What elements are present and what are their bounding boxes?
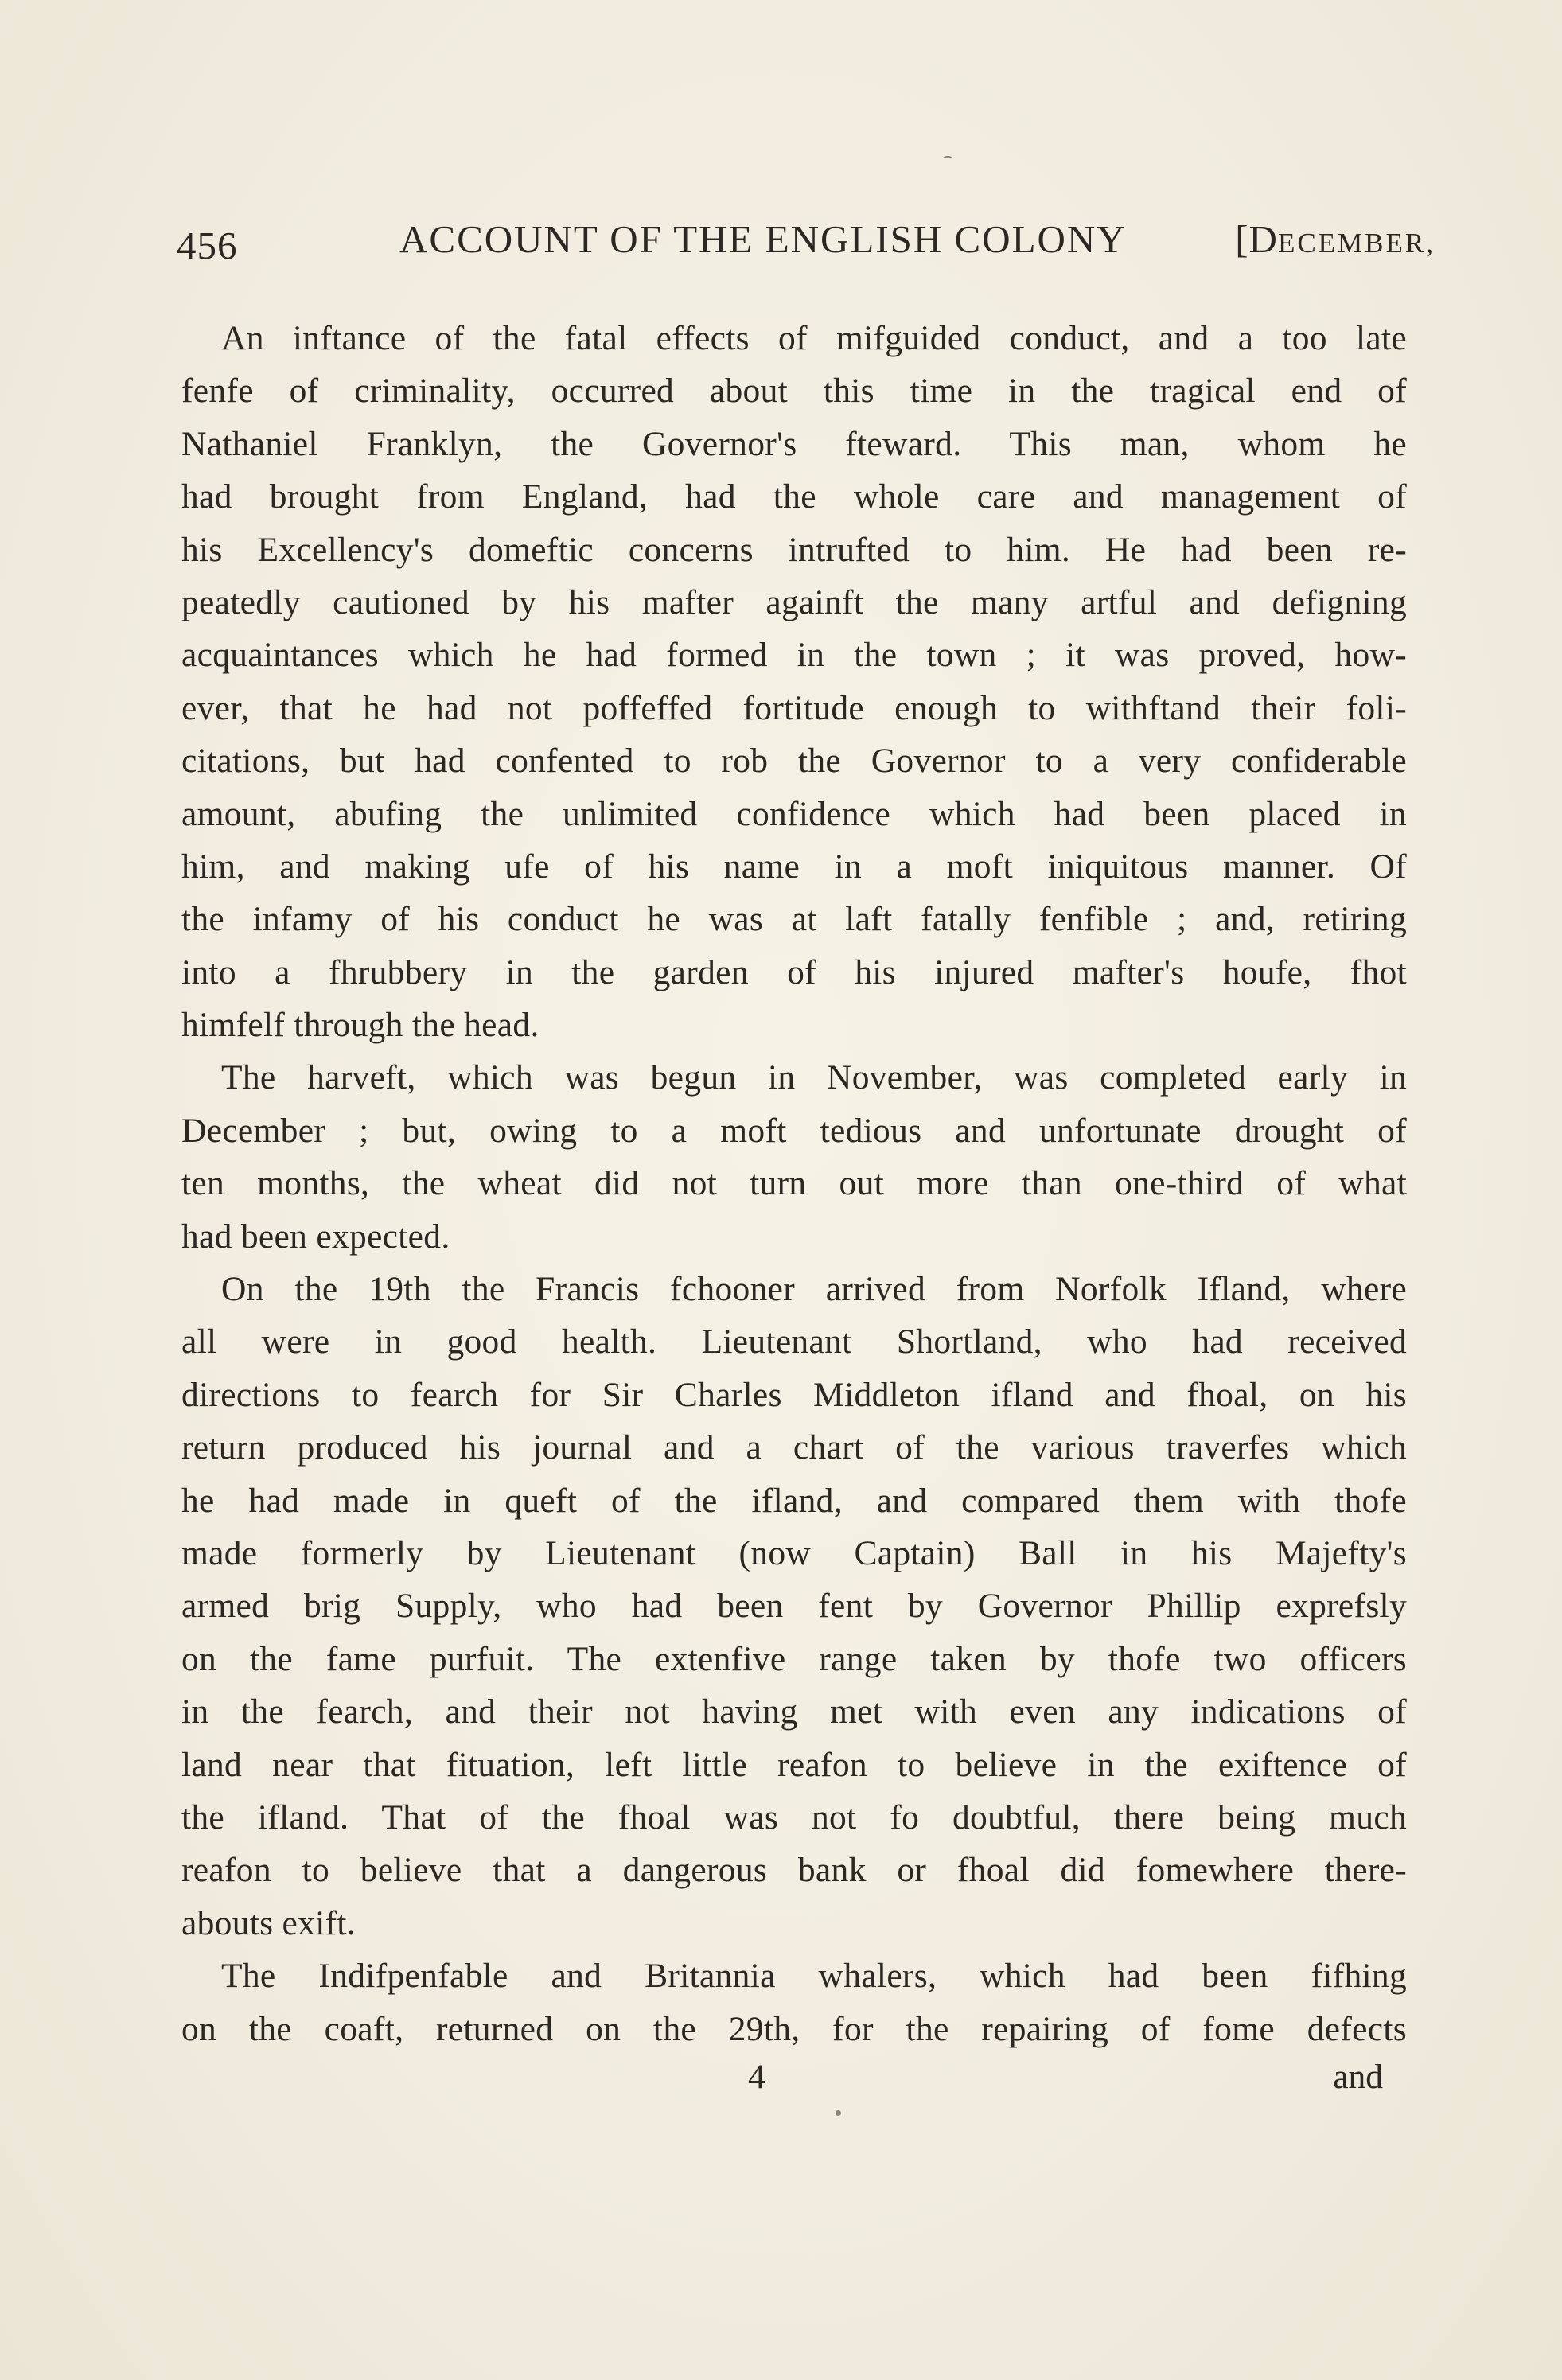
- text-line: his Excellency's domeftic concerns intrufted to him. He had been re-: [181, 530, 1407, 569]
- text-line: fenfe of criminality, occurred about this time in the tragical end of: [181, 372, 1407, 411]
- text-line: peatedly cautioned by his mafter againft the many artful and defigning: [181, 582, 1407, 621]
- text-line: amount, abufing the unlimited confidence which had been placed in: [181, 794, 1407, 833]
- text-line: armed brig Supply, who had been fent by Governor Phillip exprefsly: [181, 1587, 1407, 1626]
- running-header: [177, 216, 1435, 272]
- text-line: had been expected.: [181, 1217, 450, 1256]
- text-line: all were in good health. Lieutenant Shortland, who had received: [181, 1322, 1407, 1361]
- page-footer: [181, 2057, 1383, 2109]
- text-line: citations, but had confented to rob the Governor to a very confiderable: [181, 742, 1407, 781]
- text-line: Nathaniel Franklyn, the Governor's fteward. This man, whom he: [181, 424, 1407, 463]
- text-line: On the 19th the Francis fchooner arrived from Norfolk Ifland, where: [221, 1270, 1407, 1309]
- text-line: directions to fearch for Sir Charles Middleton ifland and fhoal, on his: [181, 1375, 1407, 1414]
- text-line: into a fhrubbery in the garden of his injured mafter's houfe, fhot: [181, 952, 1407, 991]
- page-number: 456: [177, 224, 238, 267]
- body-text: [181, 312, 1407, 2055]
- text-line: return produced his journal and a chart of the various traverfes which: [181, 1428, 1407, 1467]
- text-line: The Indifpenfable and Britannia whalers, which had been fifhing: [221, 1957, 1407, 1996]
- text-line: the ifland. That of the fhoal was not fo doubtful, there being much: [181, 1798, 1407, 1837]
- text-line: the infamy of his conduct he was at laft fatally fenfible ; and, retiring: [181, 900, 1407, 939]
- text-line: on the fame purfuit. The extenfive range taken by thofe two officers: [181, 1639, 1407, 1678]
- text-line: he had made in queft of the ifland, and compared them with thofe: [181, 1481, 1407, 1520]
- paper-speck: [836, 2110, 841, 2116]
- text-line: December ; but, owing to a moft tedious and unfortunate drought of: [181, 1111, 1407, 1150]
- running-title: ACCOUNT OF THE ENGLISH COLONY: [399, 217, 1127, 261]
- header-month: [1235, 216, 1435, 262]
- text-line: The harveft, which was begun in November, was completed early in: [221, 1058, 1407, 1097]
- text-line: An inftance of the fatal effects of mifguided conduct, and a too late: [221, 319, 1407, 357]
- text-line: had brought from England, had the whole care and management of: [181, 477, 1407, 516]
- text-line: made formerly by Lieutenant (now Captain) Ball in his Majefty's: [181, 1533, 1407, 1572]
- text-line: him, and making ufe of his name in a moft iniquitous manner. Of: [181, 847, 1407, 886]
- text-line: reafon to believe that a dangerous bank or fhoal did fomewhere there-: [181, 1851, 1407, 1890]
- text-line: himfelf through the head.: [181, 1006, 539, 1045]
- text-line: ever, that he had not poffeffed fortitude enough to withftand their foli-: [181, 688, 1407, 727]
- text-line: ten months, the wheat did not turn out more than one-third of what: [181, 1164, 1407, 1203]
- header-month-rest: ECEMBER,: [1277, 228, 1435, 259]
- text-line: abouts exift.: [181, 1903, 356, 1942]
- text-line: in the fearch, and their not having met with even any indications of: [181, 1692, 1407, 1731]
- paper-speck: [944, 156, 952, 158]
- text-line: land near that fituation, left little reafon to believe in the exiftence of: [181, 1745, 1407, 1784]
- catchword: and: [1333, 2058, 1383, 2096]
- header-month-initial: [D: [1235, 217, 1278, 261]
- text-line: on the coaft, returned on the 29th, for the repairing of fome defects: [181, 2009, 1407, 2048]
- signature-mark: 4: [748, 2058, 765, 2096]
- text-line: acquaintances which he had formed in the town ; it was proved, how-: [181, 636, 1407, 675]
